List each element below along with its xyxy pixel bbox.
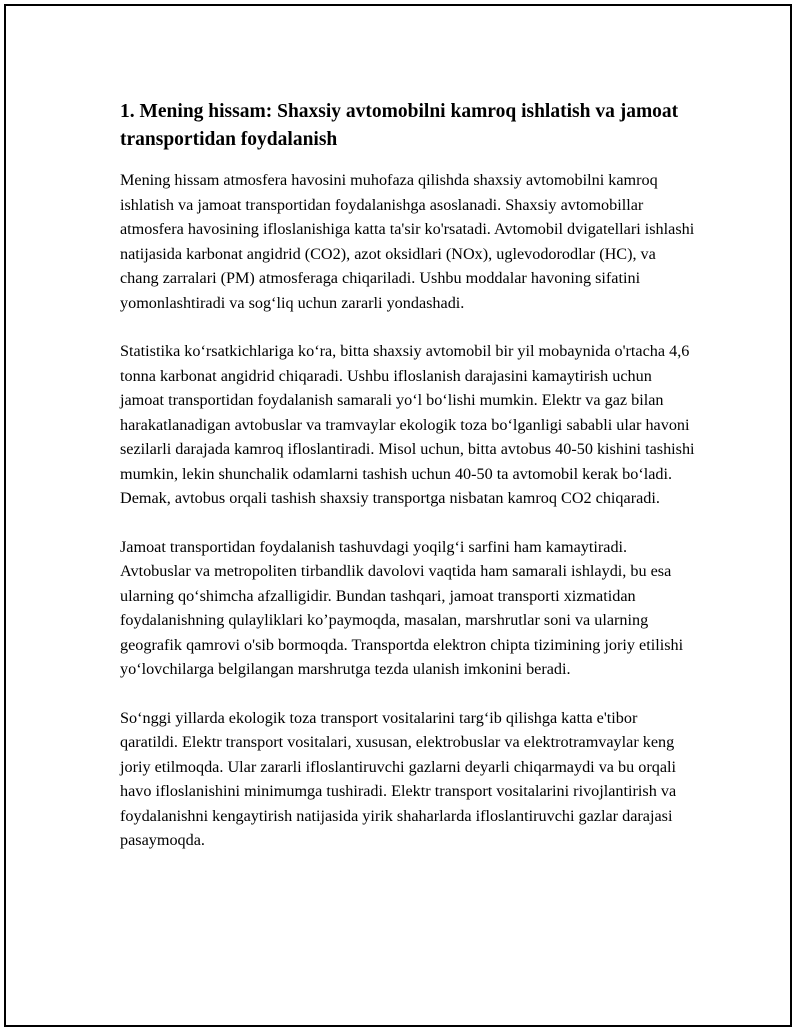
document-content — [120, 98, 695, 877]
paragraph-4: So‘nggi yillarda ekologik toza transport vositalarini targ‘ib qilishga katta e'tibor qaratildi. Elektr transport vositalari, xususan, elektrobuslar va elektrotramvaylar keng joriy etilmoqda. Ular zararli ifloslantiruvchi gazlarni deyarli chiqarmaydi va bu orqali havo ifloslanishini minimumga tushiradi. Elektr transport vositalarini rivojlantirish va foydalanishni kengaytirish natijasida yirik shaharlarda ifloslantiruvchi gazlar darajasi pasaymoqda. — [120, 708, 677, 849]
paragraph-2: Statistika ko‘rsatkichlariga ko‘ra, bitta shaxsiy avtomobil bir yil mobaynida o'rtacha 4,6 tonna karbonat angidrid chiqaradi. Ushbu ifloslanish darajasini kamaytirish uchun jamoat transportidan foydalanish samarali yo‘l bo‘lishi mumkin. Elektr va gaz bilan harakatlanadigan avtobuslar va tramvaylar ekologik toza bo‘lganligi sababli ular havoni sezilarli darajada kamroq ifloslantiradi. Misol uchun, bitta avtobus 40-50 kishini tashishi mumkin, lekin shunchalik odamlarni tashish uchun 40-50 ta avtomobil kerak bo‘ladi. Demak, avtobus orqali tashish shaxsiy transportga nisbatan kamroq CO2 chiqaradi. — [120, 342, 695, 507]
section-heading: 1. Mening hissam: Shaxsiy avtomobilni kamroq ishlatish va jamoat transportidan foydalanish — [120, 101, 679, 150]
page-frame — [4, 4, 792, 1027]
paragraph-3: Jamoat transportidan foydalanish tashuvdagi yoqilg‘i sarfini ham kamaytiradi. Avtobuslar va metropoliten tirbandlik davolovi vaqtida ham samarali ishlaydi, bu esa ularning qo‘shimcha afzalligidir. Bundan tashqari, jamoat transporti xizmatidan foydalanishning qulayliklari ko’paymoqda, masalan, marshrutlar soni va ularning geografik qamrovi o'sib bormoqda. Transportda elektron chipta tizimining joriy etilishi yo‘lovchilarga belgilangan marshrutga tezda ulanish imkonini beradi. — [120, 537, 684, 678]
paragraph-1: Mening hissam atmosfera havosini muhofaza qilishda shaxsiy avtomobilni kamroq ishlatish va jamoat transportidan foydalanishga asoslanadi. Shaxsiy avtomobillar atmosfera havosining ifloslanishiga katta ta'sir ko'rsatadi. Avtomobil dvigatellari ishlashi natijasida karbonat angidrid (CO2), azot oksidlari (NOx), uglevodorodlar (HC), va chang zarralari (PM) atmosferaga chiqariladi. Ushbu moddalar havoning sifatini yomonlashtiradi va sog‘liq uchun zararli yondashadi. — [120, 171, 695, 312]
